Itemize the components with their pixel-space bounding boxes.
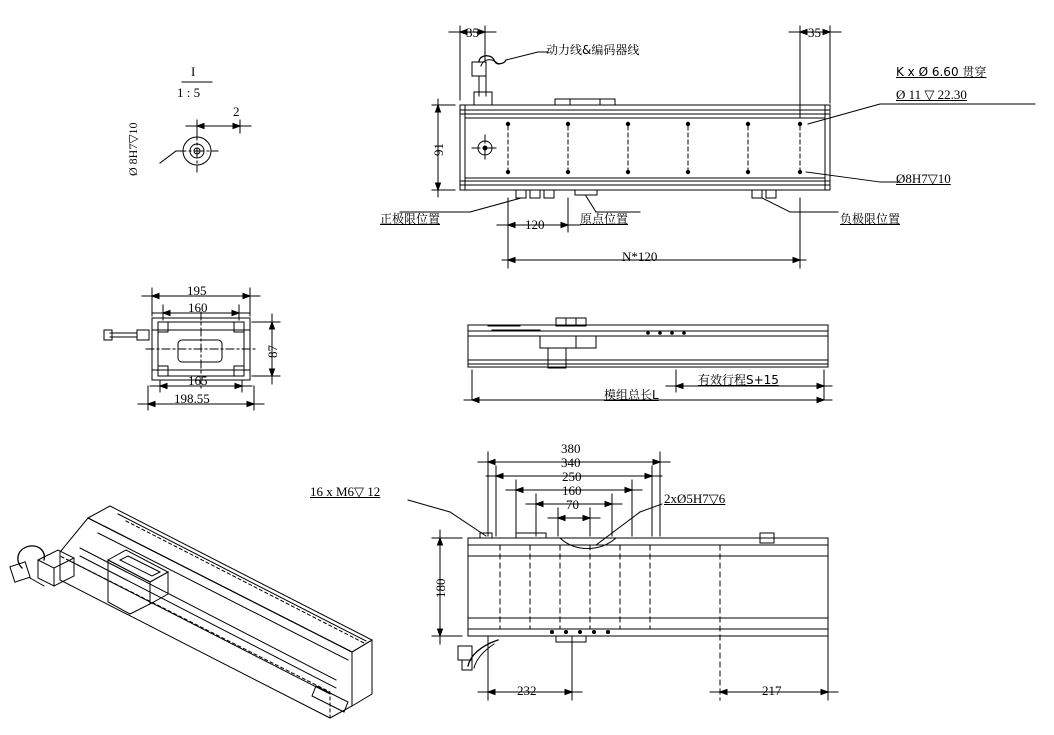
bottom-dim-70: 70 [566, 497, 579, 512]
bottom-view [408, 452, 838, 700]
callout-m6-threads: 16 x M6▽ 12 [310, 484, 381, 499]
detail-dim-hole: Ø 8H7▽10 [126, 122, 140, 176]
end-dim-160: 160 [188, 300, 208, 315]
bottom-dim-160: 160 [562, 483, 582, 498]
callout-hole-dowel: Ø8H7▽10 [896, 171, 951, 186]
detail-view-I [160, 82, 251, 172]
top-view [400, 26, 1035, 268]
bottom-dim-380: 380 [561, 441, 581, 456]
bottom-dim-180: 180 [433, 578, 448, 598]
end-dim-87: 87 [265, 345, 280, 358]
note-origin: 原点位置 [580, 212, 629, 226]
end-dim-195: 195 [187, 283, 207, 298]
note-neg-limit: 负极限位置 [840, 212, 901, 226]
top-dim-right-edge: 35 [808, 25, 821, 40]
top-dim-height: 91 [431, 143, 446, 156]
isometric-view [10, 506, 372, 718]
bottom-dim-232: 232 [517, 683, 537, 698]
note-cable: 动力线&编码器线 [546, 43, 640, 57]
top-dim-pitch: 120 [525, 217, 545, 232]
detail-view-scale: 1 : 5 [177, 85, 201, 100]
bottom-dim-340: 340 [561, 455, 581, 470]
end-dim-19855: 198.55 [174, 391, 210, 406]
detail-view-name: I [191, 64, 196, 79]
note-total-length: 模组总长L [604, 388, 659, 402]
callout-dowel-pins: 2xØ5H7▽6 [664, 491, 726, 506]
end-dim-165: 165 [188, 373, 208, 388]
top-dim-total: N*120 [622, 249, 658, 264]
note-effective-stroke: 有效行程S+15 [698, 373, 779, 387]
detail-dim-width: 2 [233, 104, 240, 119]
note-pos-limit: 正极限位置 [380, 212, 441, 226]
callout-hole-through: K x Ø 6.60 贯穿 [896, 65, 987, 79]
top-dim-left-edge: 35 [466, 25, 479, 40]
bottom-dim-250: 250 [562, 469, 582, 484]
bottom-dim-217: 217 [762, 683, 782, 698]
callout-hole-counterbore: Ø 11 ▽ 22.30 [896, 87, 967, 102]
